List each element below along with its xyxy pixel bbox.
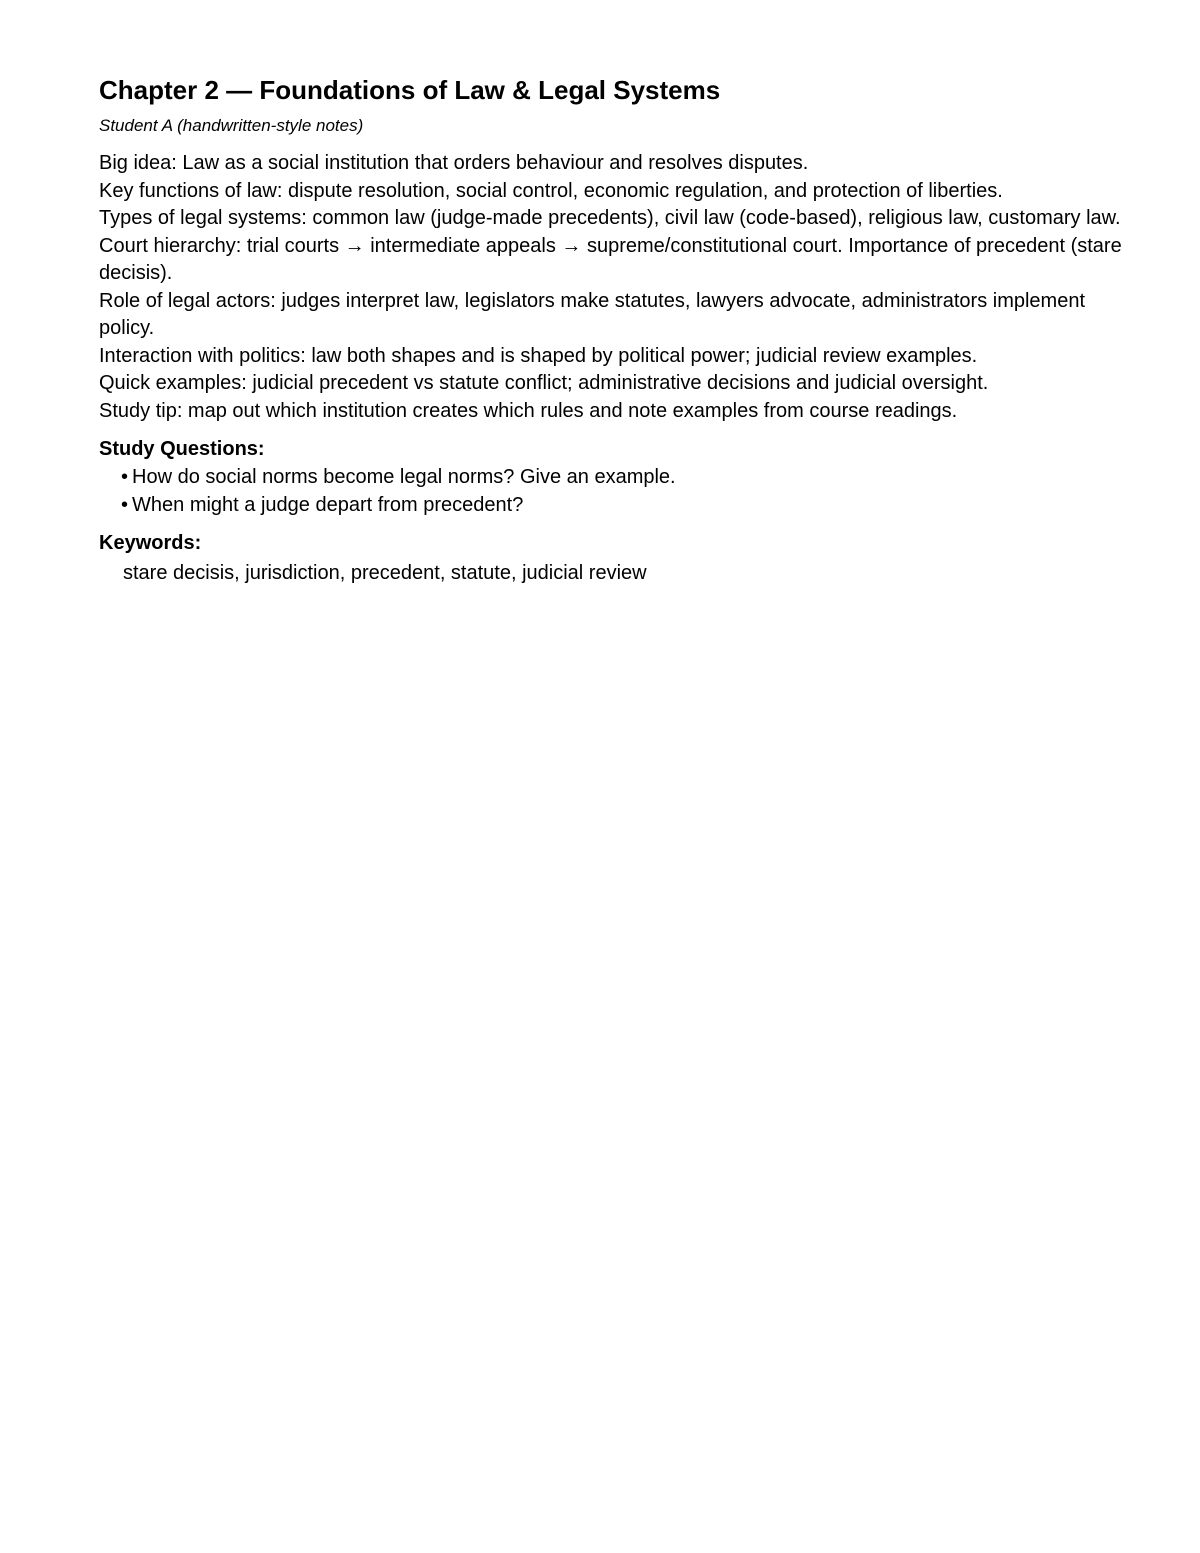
study-questions-heading: Study Questions: [99,438,265,460]
note-line: Quick examples: judicial precedent vs statute conflict; administrative decisions and judicial oversight. [99,372,989,394]
keywords-heading: Keywords: [99,532,202,554]
page-subtitle: Student A (handwritten-style notes) [99,116,364,135]
list-item [121,463,1139,491]
page-title: Chapter 2 — Foundations of Law & Legal Systems [99,75,721,105]
bullet-icon: • [121,466,129,488]
bullet-icon: • [121,494,129,516]
note-line: Role of legal actors: judges interpret law, legislators make statutes, lawyers advocate, administrators implement policy. [99,289,1086,339]
note-line: Study tip: map out which institution creates which rules and note examples from course readings. [99,399,958,422]
note-line: Court hierarchy: trial courts → intermediate appeals → supreme/constitutional court. Importance of precedent (stare decisis). [99,234,1122,284]
study-questions-list [99,463,1139,519]
keywords-text: stare decisis, jurisdiction, precedent, statute, judicial review [123,562,647,584]
note-line: Big idea: Law as a social institution that orders behaviour and resolves disputes. [99,152,809,174]
note-line: Key functions of law: dispute resolution, social control, economic regulation, and protection of liberties. [99,179,1003,202]
list-item [121,491,1139,519]
note-line: Types of legal systems: common law (judge-made precedents), civil law (code-based), religious law, customary law. [99,207,1121,229]
question-text: When might a judge depart from precedent? [132,494,524,516]
notes-body [99,150,1139,425]
document-page [99,72,1139,587]
note-line: Interaction with politics: law both shapes and is shaped by political power; judicial review examples. [99,344,978,367]
question-text: How do social norms become legal norms? Give an example. [132,466,676,488]
